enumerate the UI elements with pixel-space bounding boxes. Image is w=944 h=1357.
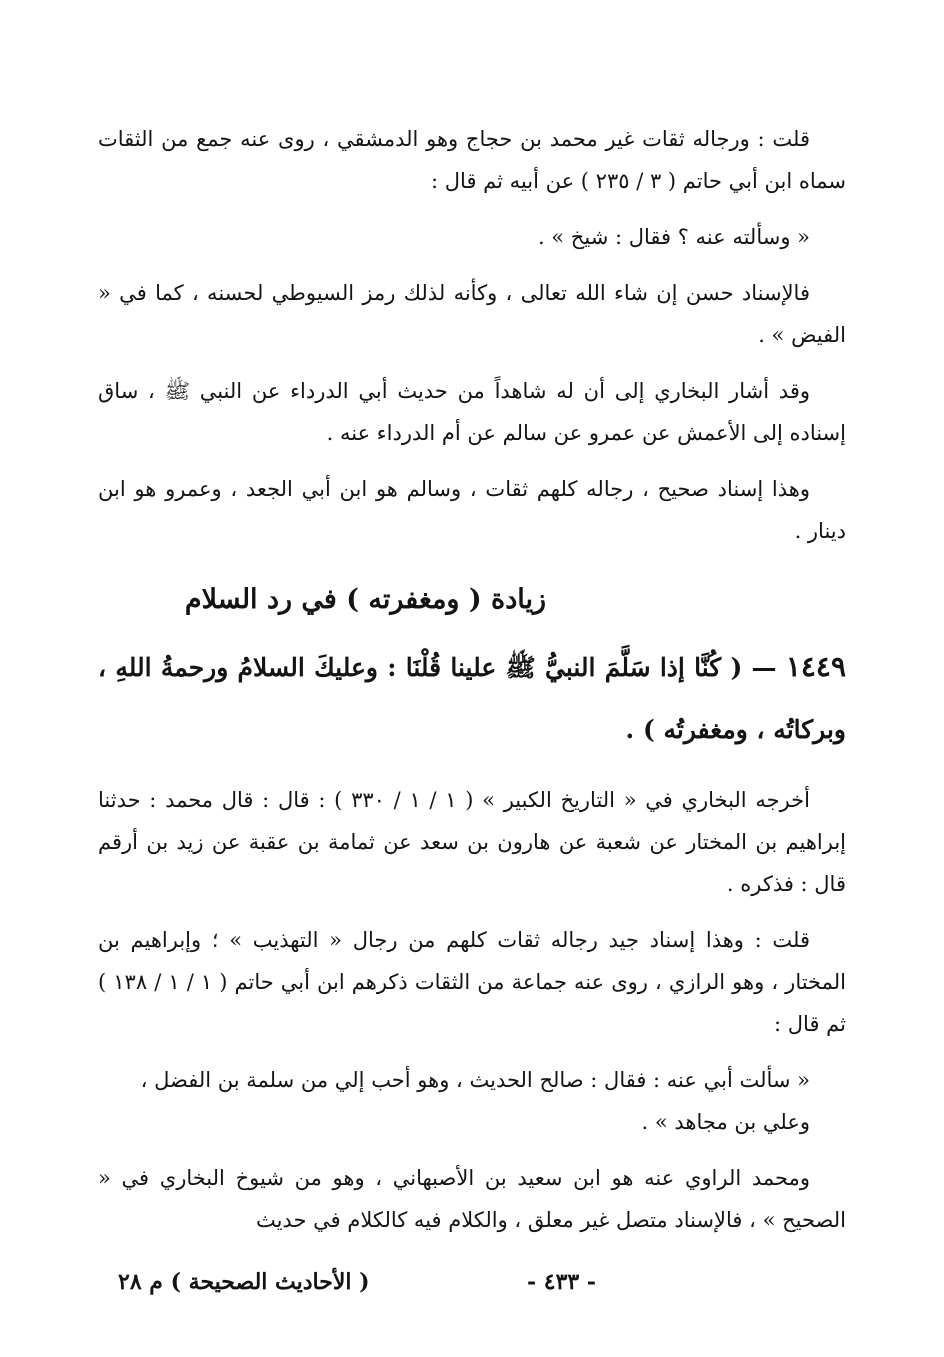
page-body: [98, 118, 846, 1255]
paragraph-takhrij: أخرجه البخاري في « التاريخ الكبير » ( ١ / ١ / ٣٣٠ ) : قال : قال محمد : حدثنا إبراهيم بن المختار عن شعبة عن هارون بن سعد عن ثمامة بن عقبة عن زيد بن أرقم قال : فذكره .: [98, 788, 846, 896]
paragraph-jayyid: قلت : وهذا إسناد جيد رجاله ثقات كلهم من رجال « التهذيب » ؛ وإبراهيم بن المختار ، وهو الرازي ، روى عنه جماعة من الثقات ذكرهم ابن أبي حاتم ( ١ / ١ / ١٣٨ ) ثم قال :: [98, 928, 846, 1036]
paragraph-muhammad: ومحمد الراوي عنه هو ابن سعيد بن الأصبهاني ، وهو من شيوخ البخاري في « الصحيح » ، فالإسناد متصل غير معلق ، والكلام فيه كالكلام في حديث: [98, 1166, 846, 1232]
quote-shaykh: « وسألته عنه ؟ فقال : شيخ » .: [537, 225, 810, 249]
hadith-text: — ( كُنَّا إذا سَلَّمَ النبيُّ ﷺ علينا قُلْنَا : وعليكَ السلامُ ورحمةُ اللهِ ، وبركاتُه ، ومغفرتُه ) .: [98, 653, 846, 744]
paragraph-sahih: وهذا إسناد صحيح ، رجاله كلهم ثقات ، وسالم هو ابن أبي الجعد ، وعمرو هو ابن دينار .: [98, 477, 846, 543]
section-title: زيادة ( ومغفرته ) في رد السلام: [184, 584, 546, 615]
paragraph-shahid: وقد أشار البخاري إلى أن له شاهداً من حديث أبي الدرداء عن النبي ﷺ ، ساق إسناده إلى الأعمش عن عمرو عن سالم عن أم الدرداء عنه .: [98, 379, 846, 445]
hadith-number: ١٤٤٩: [785, 650, 846, 683]
page-footer: [98, 1262, 846, 1302]
page-number: - ٤٣٣ -: [526, 1269, 596, 1295]
quote-abu-hatim: « سألت أبي عنه : فقال : صالح الحديث ، وهو أحب إلي من سلمة بن الفضل ، وعلي بن مجاهد » .: [140, 1068, 810, 1134]
hadith-text-block: [98, 636, 846, 761]
book-reference: ( الأحاديث الصحيحة ) م ٢٨: [118, 1269, 370, 1295]
paragraph-hasan: فالإسناد حسن إن شاء الله تعالى ، وكأنه لذلك رمز السيوطي لحسنه ، كما في « الفيض » .: [98, 281, 846, 347]
paragraph-rijal: قلت : ورجاله ثقات غير محمد بن حجاج وهو الدمشقي ، روى عنه جمع من الثقات سماه ابن أبي حاتم ( ٣ / ٢٣٥ ) عن أبيه ثم قال :: [98, 127, 846, 193]
